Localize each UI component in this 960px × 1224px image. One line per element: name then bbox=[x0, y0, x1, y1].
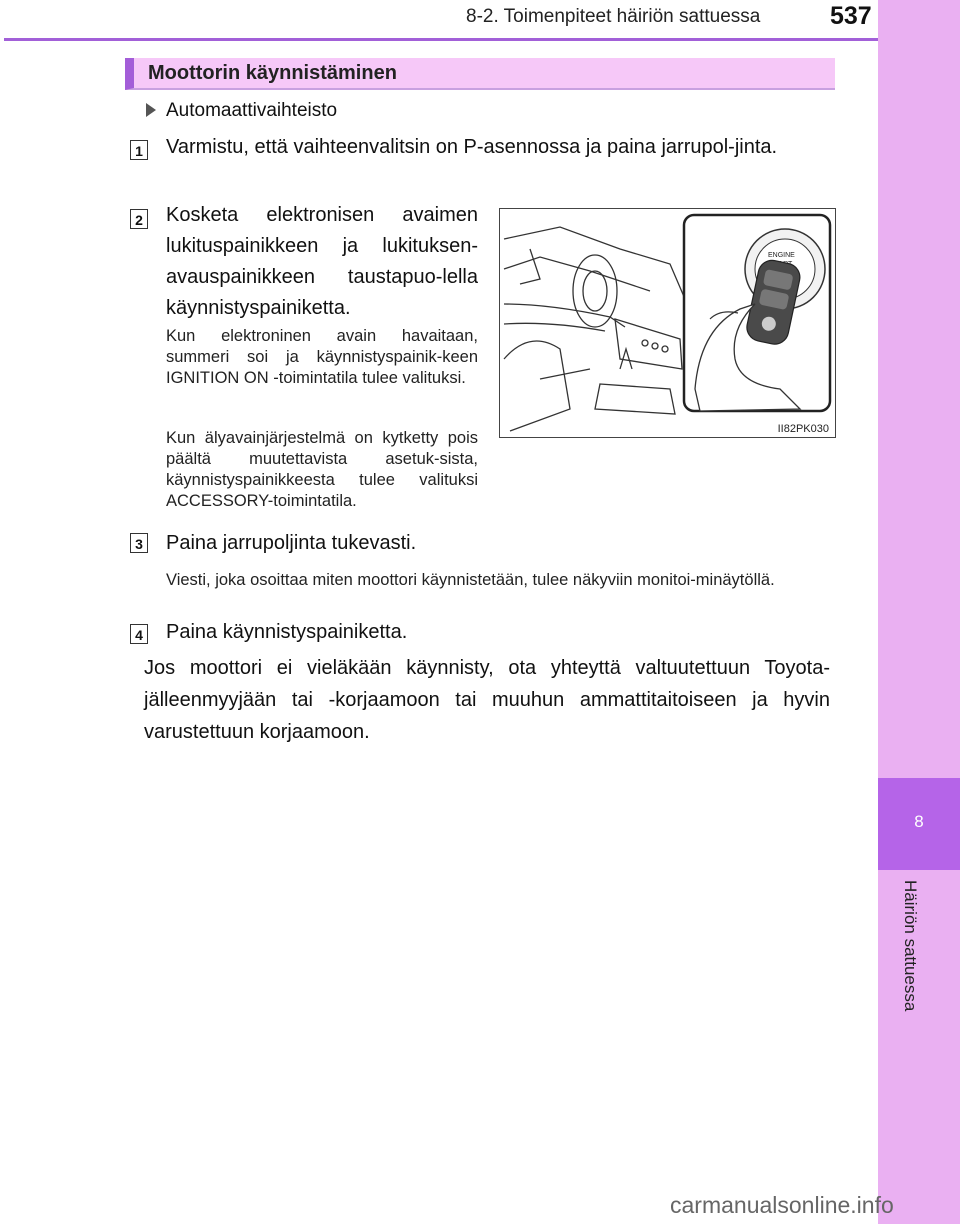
engine-start-illustration-svg bbox=[500, 209, 835, 437]
step-text-1: Varmistu, että vaihteenvalitsin on P-asennossa ja paina jarrupol-jinta. bbox=[166, 136, 778, 158]
bullet-text: Automaattivaihteisto bbox=[166, 100, 338, 121]
chapter-number: 8 bbox=[914, 812, 924, 831]
step-number-1: 1 bbox=[130, 140, 148, 160]
step-text-4: Paina käynnistyspainiketta. bbox=[166, 621, 408, 643]
step-text-2: Kosketa elektronisen avaimen lukituspainikkeen ja lukituksen-avauspainikkeen taustapuo-lella käynnistyspainiketta. bbox=[166, 204, 478, 319]
page-number: 537 bbox=[830, 2, 872, 30]
button-label-engine: ENGINE bbox=[768, 252, 795, 259]
footer-watermark: carmanualsonline.info bbox=[670, 1192, 894, 1218]
section-title-box bbox=[125, 58, 835, 90]
step-number-2: 2 bbox=[130, 209, 148, 229]
step-number-4: 4 bbox=[130, 624, 148, 644]
triangle-bullet-icon bbox=[146, 103, 156, 117]
header-rule bbox=[4, 38, 878, 41]
illustration-engine-start bbox=[499, 208, 836, 438]
header-section-ref: 8-2. Toimenpiteet häiriön sattuessa bbox=[466, 6, 761, 27]
chapter-title: Häiriön sattuessa bbox=[901, 880, 920, 1012]
illustration-code: II82PK030 bbox=[777, 423, 829, 435]
final-paragraph: Jos moottori ei vieläkään käynnisty, ota yhteyttä valtuutettuun Toyota-jälleenmyyjään tai -korjaamoon tai muuhun ammattitaitoiseen ja hyvin varustettuun korjaamoon. bbox=[144, 657, 830, 743]
step2-note-b: Kun älyavainjärjestelmä on kytketty pois päältä muutettavista asetuk-sista, käynnistyspainikkeesta tulee valituksi ACCESSORY-toimintatila. bbox=[166, 429, 478, 510]
section-title: Moottorin käynnistäminen bbox=[148, 62, 397, 84]
bullet-item bbox=[146, 100, 337, 122]
step3-note: Viesti, joka osoittaa miten moottori käynnistetään, tulee näkyviin monitoi-minäytöllä. bbox=[166, 571, 775, 589]
side-tab bbox=[878, 0, 960, 1224]
step2-note-a: Kun elektroninen avain havaitaan, summeri soi ja käynnistyspainik-keen IGNITION ON -toimintatila tulee valituksi. bbox=[166, 327, 478, 387]
step-text-3: Paina jarrupoljinta tukevasti. bbox=[166, 532, 417, 554]
step-number-3: 3 bbox=[130, 533, 148, 553]
